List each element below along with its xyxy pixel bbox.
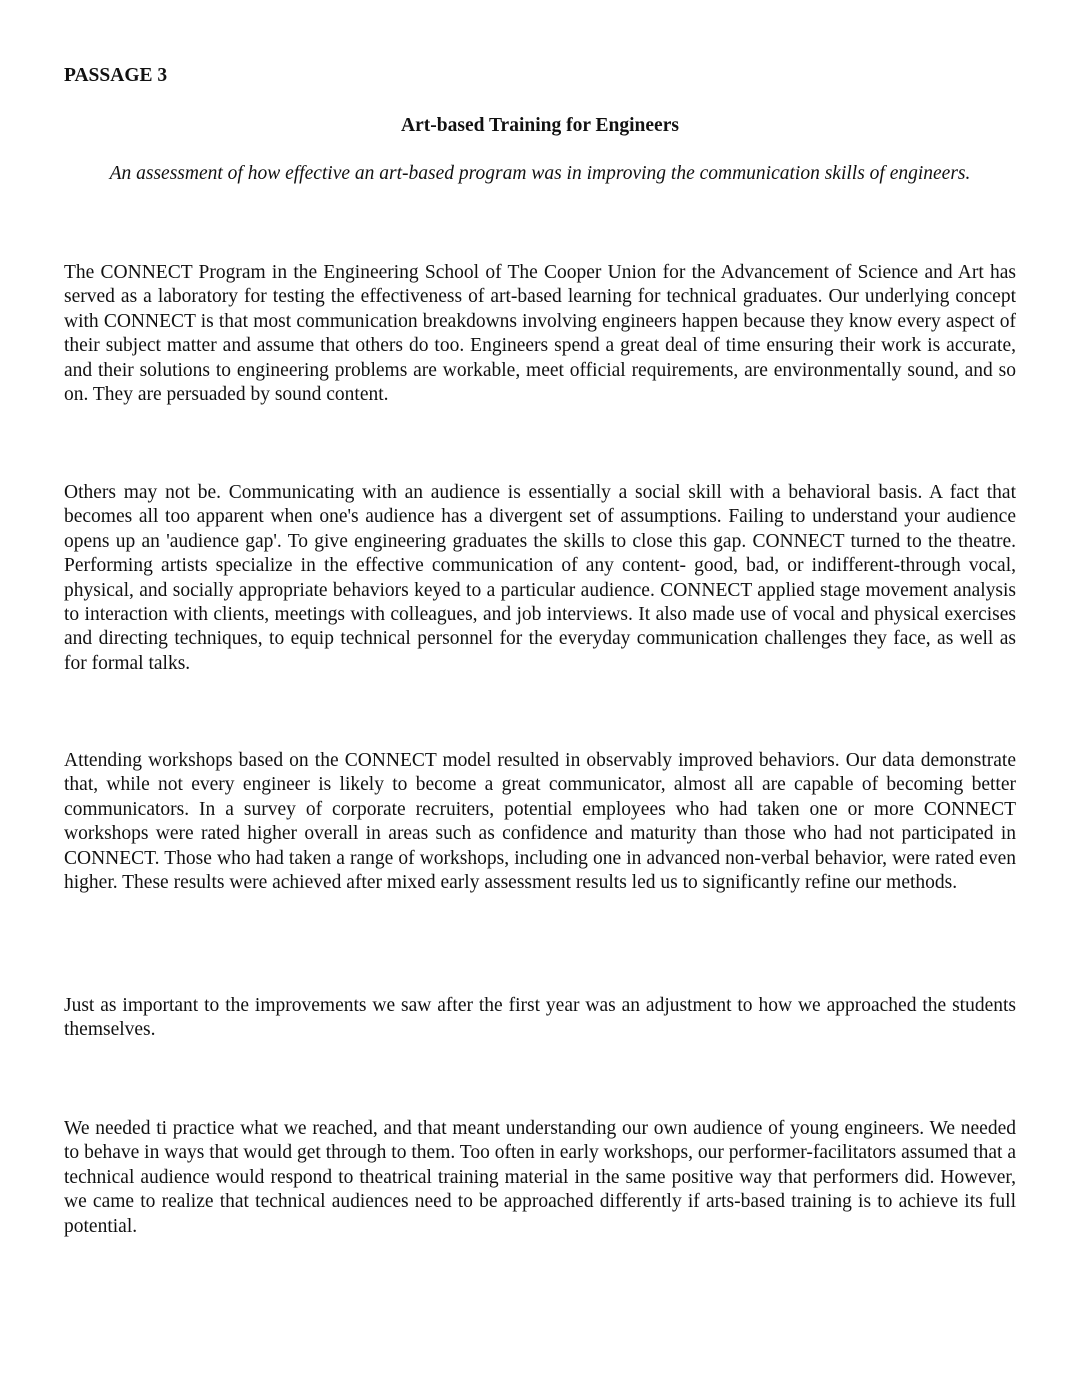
paragraph-4: Just as important to the improvements we saw after the first year was an adjustment to how we approached the students themselves. <box>64 995 1016 1041</box>
paragraph-3: Attending workshops based on the CONNECT model resulted in observably improved behaviors. Our data demonstrate that, while not every engineer is likely to become a great communicator, almost all are capable of becoming better communicators. In a survey of corporate recruiters, potential employees who had taken one or more CONNECT workshops were rated higher overall in areas such as confidence and maturity than those who had not participated in CONNECT. Those who had taken a range of workshops, including one in advanced non-verbal behavior, were rated even higher. These results were achieved after mixed early assessment results led us to significantly refine our methods. <box>64 750 1016 894</box>
passage-subtitle: An assessment of how effective an art-based program was in improving the communication skills of engineers. <box>109 163 971 184</box>
paragraph-5: We needed ti practice what we reached, and that meant understanding our own audience of young engineers. We needed to behave in ways that would get through to them. Too often in early workshops, our performer-facilitators assumed that a technical audience would respond to theatrical training material in the same positive way that performers did. However, we came to realize that technical audiences need to be approached differently if arts-based training is to achieve its full potential. <box>64 1118 1016 1237</box>
paragraph-2: Others may not be. Communicating with an audience is essentially a social skill with a behavioral basis. A fact that becomes all too apparent when one's audience has a divergent set of assumptions. Failing to understand your audience opens up an 'audience gap'. To give engineering graduates the skills to close this gap. CONNECT turned to the theatre. Performing artists specialize in the effective communication of any content- good, bad, or indifferent-through vocal, physical, and socially appropriate behaviors keyed to a particular audience. CONNECT applied stage movement analysis to interaction with clients, meetings with colleagues, and job interviews. It also made use of vocal and physical exercises and directing techniques, to equip technical personnel for the everyday communication challenges they face, as well as for formal talks. <box>64 482 1016 674</box>
passage-label: PASSAGE 3 <box>64 65 168 86</box>
passage-title: Art-based Training for Engineers <box>401 115 679 136</box>
paragraph-1: The CONNECT Program in the Engineering School of The Cooper Union for the Advancement of Science and Art has served as a laboratory for testing the effectiveness of art-based learning for technical graduates. Our underlying concept with CONNECT is that most communication breakdowns involving engineers happen because they know every aspect of their subject matter and assume that others do too. Engineers spend a great deal of time ensuring their work is accurate, and their solutions to engineering problems are workable, meet official requirements, are environmentally sound, and so on. They are persuaded by sound content. <box>64 262 1016 406</box>
